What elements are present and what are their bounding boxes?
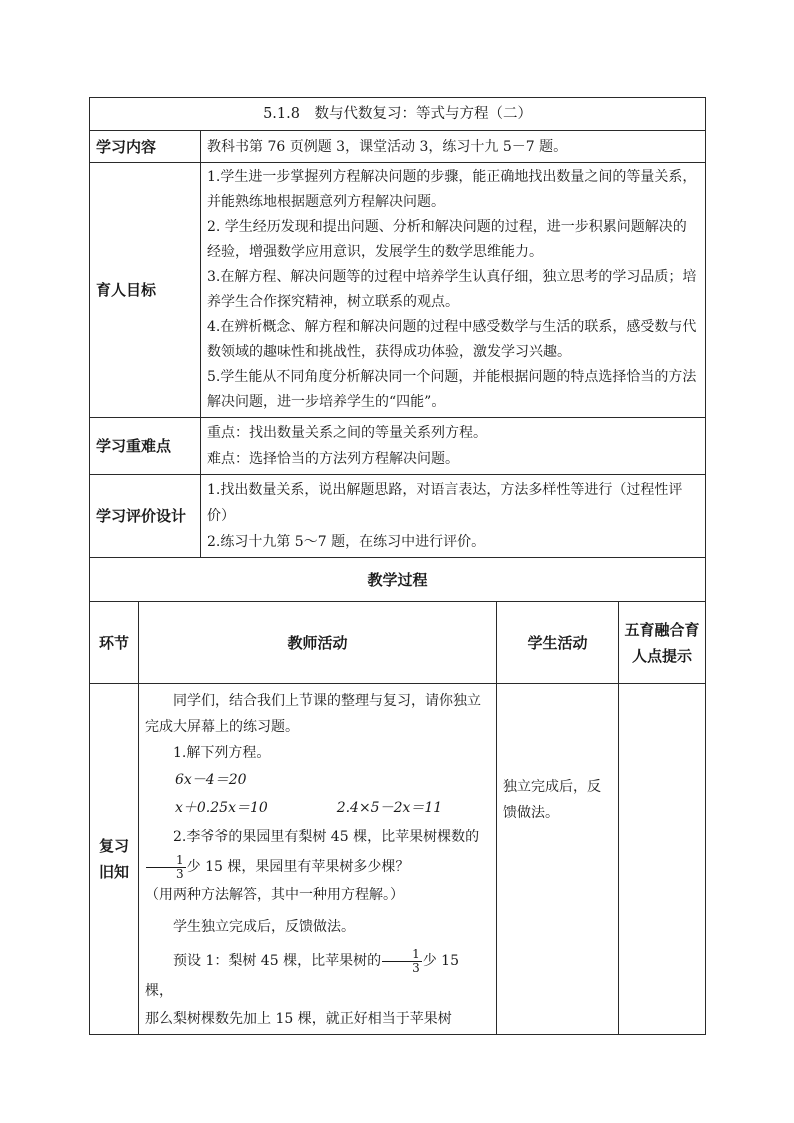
- goal-item: 2. 学生经历发现和提出问题、分析和解决问题的过程，进一步积累问题解决的经验，增强数学应用意识，发展学生的数学思维能力。: [207, 219, 687, 260]
- lesson-plan-table: [89, 97, 706, 1035]
- equation-3: 2.4×5－2x＝11: [336, 800, 443, 816]
- col-teacher-header: 教师活动: [139, 602, 497, 684]
- task2-text: 2.李爷爷的果园里有梨树 45 棵，比苹果树棵数的 $\frac{1}{3}$ 少 15 棵，果园里有苹果树多少棵？: [145, 822, 490, 882]
- stage-cell: 复习旧知: [90, 684, 139, 1035]
- evaluation-item: 1.找出数量关系，说出解题思路，对语言表达，方法多样性等进行（过程性评价）: [207, 482, 683, 524]
- process-heading: 教学过程: [90, 558, 706, 602]
- task1-text: 1.解下列方程。: [173, 745, 271, 761]
- evaluation-label: 学习评价设计: [90, 475, 201, 558]
- equation-1: 6x－4＝20: [175, 772, 247, 788]
- task2-note: （用两种方法解答，其中一种用方程解。）: [145, 887, 404, 903]
- col-stage-header: 环节: [90, 602, 139, 684]
- difficulty-text: 难点：选择恰当的方法列方程解决问题。: [207, 451, 459, 467]
- teacher-activity-cell: [139, 684, 497, 1035]
- keypoints-label: 学习重难点: [90, 418, 201, 475]
- preset-text: 预设 1：梨树 45 棵，比苹果树的 $\frac{1}{3}$ 少 15 棵，: [145, 946, 459, 999]
- goal-item: 5.学生能从不同角度分析解决同一个问题，并能根据问题的特点选择恰当的方法解决问题，进一步培养学生的“四能”。: [207, 369, 697, 410]
- focus-text: 重点：找出数量关系之间的等量关系列方程。: [207, 425, 487, 441]
- feedback-text: 学生独立完成后，反馈做法。: [173, 919, 355, 935]
- tips-cell: [619, 684, 706, 1035]
- page-title: 5.1.8 数与代数复习：等式与方程（二）: [90, 98, 706, 131]
- goal-item: 1.学生进一步掌握列方程解决问题的步骤，能正确地找出数量之间的等量关系，并能熟练地根据题意列方程解决问题。: [207, 169, 697, 210]
- fraction-one-third: $\frac{1}{3}$: [146, 854, 186, 881]
- content-label: 学习内容: [90, 131, 201, 163]
- goals-label: 育人目标: [90, 163, 201, 418]
- fraction-one-third: $\frac{1}{3}$: [382, 948, 422, 975]
- keypoints-text: [201, 418, 706, 475]
- preset-continued: 那么梨树棵数先加上 15 棵，就正好相当于苹果树: [145, 1011, 452, 1027]
- equation-row: [145, 794, 490, 822]
- col-student-header: 学生活动: [497, 602, 619, 684]
- equation-2: x＋0.25x＝10: [175, 800, 268, 816]
- evaluation-list: [201, 475, 706, 558]
- goal-item: 3.在解方程、解决问题等的过程中培养学生认真仔细，独立思考的学习品质；培养学生合作探究精神，树立联系的观点。: [207, 269, 697, 310]
- goal-item: 4.在辨析概念、解方程和解决问题的过程中感受数学与生活的联系，感受数与代数领域的趣味性和挑战性，获得成功体验，激发学习兴趣。: [207, 319, 697, 360]
- evaluation-item: 2.练习十九第 5～7 题，在练习中进行评价。: [207, 534, 486, 550]
- teacher-intro: 同学们，结合我们上节课的整理与复习，请你独立完成大屏幕上的练习题。: [145, 693, 481, 735]
- goals-list: [201, 163, 706, 418]
- content-text: 教科书第 76 页例题 3，课堂活动 3，练习十九 5－7 题。: [201, 131, 706, 163]
- student-activity-cell: 独立完成后，反馈做法。: [497, 684, 619, 1035]
- col-tips-header: 五育融合育人点提示: [619, 602, 706, 684]
